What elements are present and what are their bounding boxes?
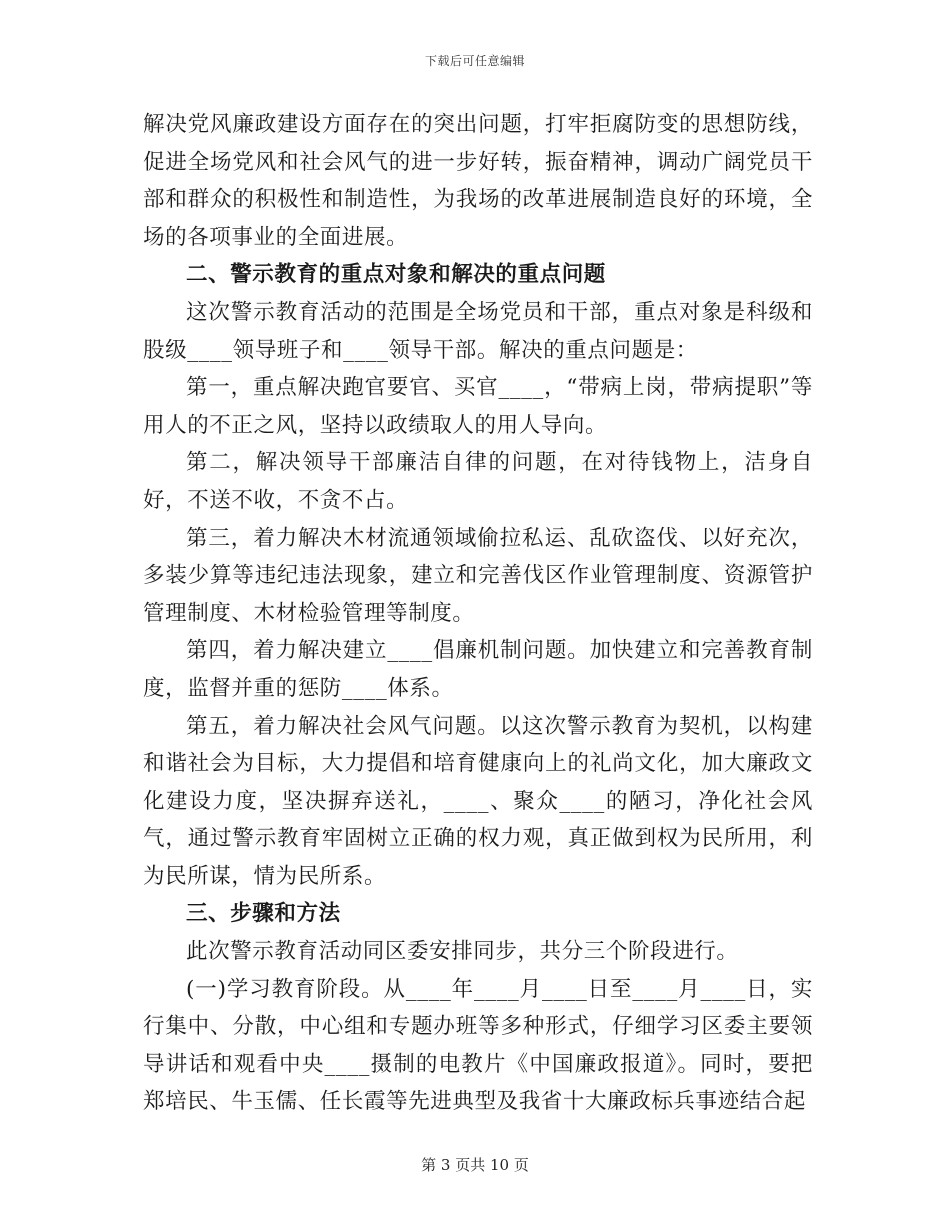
document-body [143, 106, 813, 1121]
paragraph-2: 这次警示教育活动的范围是全场党员和干部，重点对象是科级和股级____领导班子和____领导干部。解决的重点问题是： [143, 299, 813, 363]
section-heading-3: 三、步骤和方法 [186, 901, 341, 927]
paragraph-3: 第一，重点解决跑官要官、买官____，“带病上岗，带病提职”等用人的不正之风，坚持以政绩取人的用人导向。 [143, 375, 813, 438]
paragraph-1: 解决党风廉政建设方面存在的突出问题，打牢拒腐防变的思想防线，促进全场党风和社会风气的进一步好转，振奋精神，调动广阔党员干部和群众的积极性和制造性，为我场的改革进展制造良好的环境，全场的各项事业的全面进展。 [143, 112, 813, 250]
paragraph-4: 第二，解决领导干部廉洁自律的问题，在对待钱物上，洁身自好，不送不收，不贪不占。 [143, 450, 813, 513]
paragraph-8: 此次警示教育活动同区委安排同步，共分三个阶段进行。 [186, 939, 739, 965]
paragraph-7: 第五，着力解决社会风气问题。以这次警示教育为契机，以构建和谐社会为目标，大力提倡和培育健康向上的礼尚文化，加大廉政文化建设力度，坚决摒弃送礼，____、聚众____的陋习，净化社会风气，通过警示教育牢固树立正确的权力观，真正做到权为民所用，利为民所谋，情为民所系。 [143, 713, 813, 889]
paragraph-6: 第四，着力解决建立____倡廉机制问题。加快建立和完善教育制度，监督并重的惩防____体系。 [143, 638, 813, 701]
paragraph-9: (一)学习教育阶段。从____年____月____日至____月____日，实行集中、分散，中心组和专题办班等多种形式，仔细学习区委主要领导讲话和观看中央____摄制的电教片《中国廉政报道》。同时，要把郑培民、牛玉儒、任长霞等先进典型及我省十大廉政标兵事迹结合起 [143, 976, 813, 1115]
page-number: 第 3 页共 10 页 [421, 1156, 529, 1174]
paragraph-5: 第三，着力解决木材流通领域偷拉私运、乱砍盗伐、以好充次，多装少算等违纪违法现象，建立和完善伐区作业管理制度、资源管护管理制度、木材检验管理等制度。 [143, 525, 813, 626]
header-note: 下载后可任意编辑 [424, 54, 525, 68]
section-heading-2: 二、警示教育的重点对象和解决的重点问题 [186, 262, 606, 288]
